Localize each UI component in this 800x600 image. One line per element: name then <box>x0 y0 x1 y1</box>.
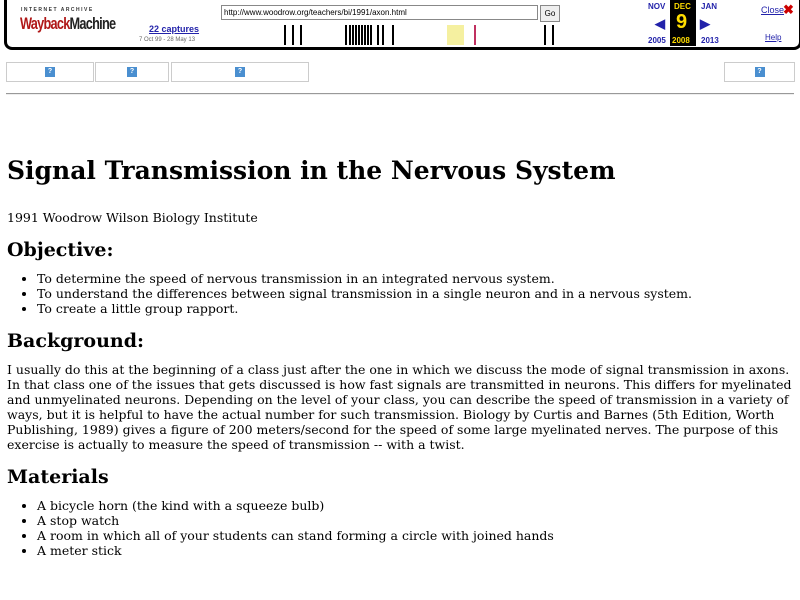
wayback-toolbar <box>4 0 800 50</box>
page-title: Signal Transmission in the Nervous System <box>7 156 616 185</box>
current-date <box>670 0 696 46</box>
list-item: • A bicycle horn (the kind with a squeeze bulb) <box>37 498 797 513</box>
list-item: • To determine the speed of nervous transmission in an integrated nervous system. <box>37 271 797 286</box>
missing-image-icon: ? <box>45 67 55 77</box>
materials-heading: Materials <box>7 466 109 488</box>
background-paragraph: I usually do this at the beginning of a class just after the one in which we discuss the mode of signal transmission in axons. In that class one of the issues that gets discussed is how fast signals are transmitted in neurons. This differs for myelinated and unmyelinated neurons. Depending on the level of your class, you can describe the speed of transmission in a variety of ways, but it is helpful to have the actual number for such transmission. Biology by Curtis and Barnes (5th Edition, Worth Publishing, 1989) gives a figure of 200 meters/second for the speed of some large myelinated nerves. The purpose of this exercise is actually to measure the speed of transmission -- with a twist. <box>7 362 792 452</box>
prev-year: 2005 <box>648 36 666 45</box>
prev-month[interactable]: NOV <box>648 2 666 11</box>
next-month[interactable]: JAN <box>701 2 718 11</box>
subtitle: 1991 Woodrow Wilson Biology Institute <box>7 210 258 225</box>
next-year: 2013 <box>701 36 719 45</box>
close-link[interactable]: Close <box>761 5 785 15</box>
list-item: • A meter stick <box>37 543 797 558</box>
next-arrow-icon[interactable]: ▶ <box>700 16 710 31</box>
list-item: • To create a little group rapport. <box>37 301 797 316</box>
logo-b: Machine <box>69 14 116 33</box>
url-input[interactable]: http://www.woodrow.org/teachers/bi/1991/axon.html <box>221 5 538 20</box>
wayback-logo[interactable] <box>20 14 115 34</box>
page-content <box>7 150 797 558</box>
logo-a: Wayback <box>20 14 70 33</box>
objective-list <box>7 271 797 316</box>
go-button[interactable]: Go <box>540 5 560 22</box>
missing-image-icon: ? <box>755 67 765 77</box>
captures-link[interactable]: 22 captures <box>149 24 200 34</box>
nav-button-2[interactable] <box>95 62 169 82</box>
capture-timeline[interactable] <box>212 25 632 45</box>
capture-range: 7 Oct 99 - 28 May 13 <box>139 37 196 43</box>
cur-day: 9 <box>676 11 688 33</box>
cur-month: DEC <box>674 2 691 11</box>
objective-heading: Objective: <box>7 239 114 261</box>
list-item: • A room in which all of your students can stand forming a circle with joined hands <box>37 528 797 543</box>
list-item: • A stop watch <box>37 513 797 528</box>
close-icon[interactable]: ✖ <box>783 2 794 17</box>
missing-image-icon: ? <box>127 67 137 77</box>
cur-year: 2008 <box>672 36 690 45</box>
help-link[interactable]: Help <box>765 33 782 42</box>
nav-button-1[interactable] <box>6 62 94 82</box>
logo-top-text: INTERNET ARCHIVE <box>21 7 94 13</box>
prev-arrow-icon[interactable]: ◀ <box>655 16 665 31</box>
divider <box>6 93 794 95</box>
missing-image-icon: ? <box>235 67 245 77</box>
nav-button-3[interactable] <box>171 62 309 82</box>
list-item: • To understand the differences between signal transmission in a single neuron and in a nervous system. <box>37 286 797 301</box>
nav-button-4[interactable] <box>724 62 795 82</box>
materials-list <box>7 498 797 558</box>
background-heading: Background: <box>7 330 144 352</box>
